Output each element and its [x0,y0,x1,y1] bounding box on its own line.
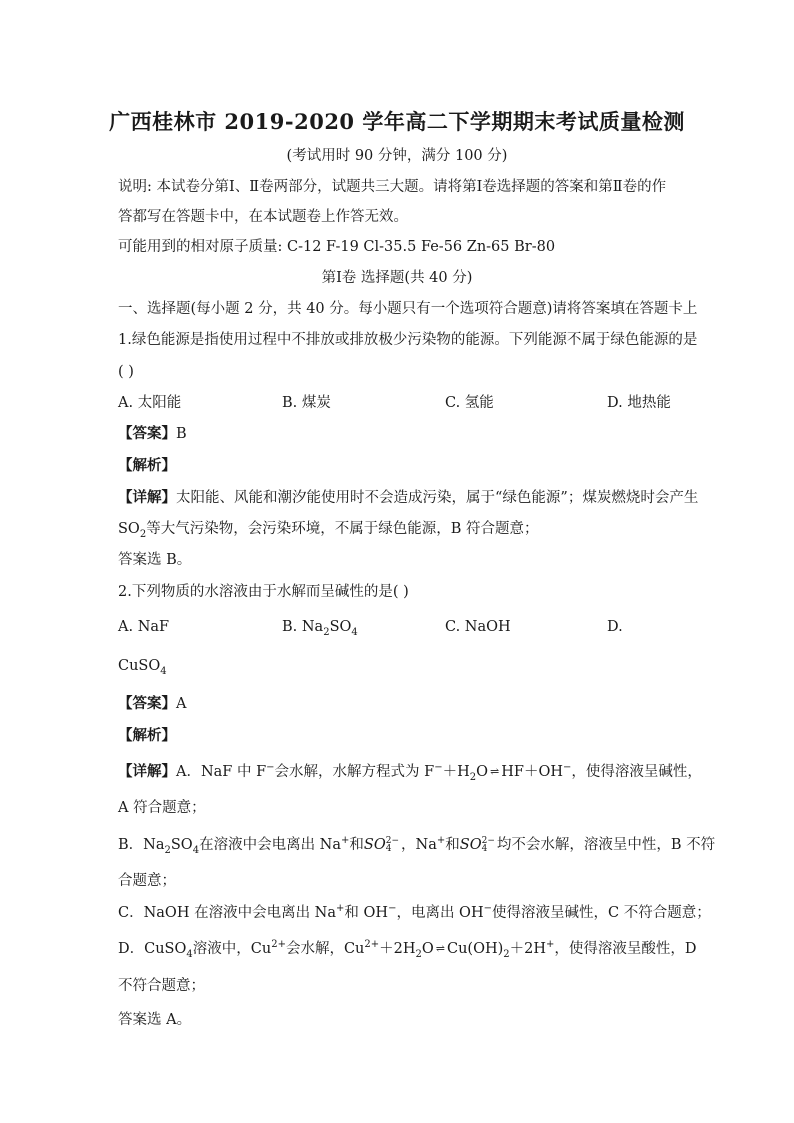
q2-option-a: A. NaF [118,619,170,635]
subscript: 2 [503,948,510,960]
q1-option-a: A. 太阳能 [118,395,182,411]
subscript: 2 [164,844,171,856]
q2-detail-b-line-1 [118,835,716,856]
superscript: − [266,762,275,774]
detail-text: Cu(OH) [447,941,504,957]
ion-charge-stack [482,837,495,853]
detail-text: 会水解，Cu [285,941,365,957]
q2-option-c: C. NaOH [445,619,511,635]
superscript: 2+ [271,939,286,951]
q1-option-c: C. 氢能 [445,395,494,411]
detail-text: A．NaF 中 F [176,764,267,780]
q2-answer [118,694,678,714]
q1-detail-line-2 [118,519,678,539]
superscript: + [436,835,446,847]
subscript: 4 [351,626,358,638]
q1-stem: 1.绿色能源是指使用过程中不排放或排放极少污染物的能源。下列能源不属于绿色能源的是 [118,332,698,348]
atomic-masses: 可能用到的相对原子质量: C-12 F-19 Cl-35.5 Fe-56 Zn-65 Br-80 [118,239,556,255]
superscript: 2− [481,836,495,846]
superscript: − [434,762,443,774]
q1-analysis-label: 【解析】 [118,457,176,474]
q1-detail-line-1 [118,488,699,508]
detail-text: 使得溶液呈碱性，C 不符合题意； [492,905,711,921]
detail-text: ，电离出 OH [396,905,484,921]
q1-stem-bracket: ( ) [118,364,134,380]
q2-detail-d-line-1 [118,939,697,960]
subscript: 4 [186,948,193,960]
superscript: − [483,903,492,915]
subscript: 4 [481,844,488,854]
q2-analysis-label: 【解析】 [118,727,176,744]
detail-label: 【详解】 [118,763,176,780]
superscript: − [563,762,572,774]
q1-conclusion: 答案选 B。 [118,552,192,568]
superscript: 2+ [364,939,380,951]
exam-duration-note: (考试用时 90 分钟，满分 100 分) [286,148,508,164]
sulfate-ion: SO [459,837,482,853]
instructions-line-1: 说明: 本试卷分第Ⅰ、Ⅱ卷两部分，试题共三大题。请将第Ⅰ卷选择题的答案和第Ⅱ卷的作 [118,179,667,195]
superscript: + [336,903,345,915]
detail-text: 和 [349,837,364,853]
detail-text: C．NaOH 在溶液中会电离出 Na [118,905,337,921]
detail-text: ＋2H [509,941,547,957]
detail-text: HF＋OH [501,764,563,780]
equilibrium-arrow-icon: ⇌ [490,765,500,778]
q2-conclusion: 答案选 A。 [118,1012,192,1028]
detail-text: O [476,764,489,780]
q2-detail-b-line-2: 合题意； [118,873,176,889]
subscript: 4 [192,844,200,856]
detail-text: 等大气污染物，会污染环境，不属于绿色能源，B 符合题意； [146,521,539,537]
option-text: B. Na [282,619,324,635]
detail-text: ＋2H [379,941,416,957]
q2-option-b [282,617,358,637]
detail-text: O [421,941,434,957]
detail-text: ＋H [442,764,470,780]
detail-label: 【详解】 [118,489,176,506]
answer-label: 【答案】 [118,425,176,442]
instructions-line-2: 答都写在答题卡中，在本试题卷上作答无效。 [118,209,408,225]
q2-detail-d-line-2: 不符合题意； [118,978,205,994]
formula-so: SO [118,521,140,537]
detail-text: 太阳能、风能和潮汐能使用时不会造成污染，属于“绿色能源”；煤炭燃烧时会产生 [176,490,699,506]
superscript: + [341,835,350,847]
detail-text: SO [170,837,193,853]
answer-value: B [176,426,187,442]
superscript: − [388,903,397,915]
q1-option-d: D. 地热能 [607,395,671,411]
answer-value: A [176,696,187,712]
q2-stem: 2.下列物质的水溶液由于水解而呈碱性的是( ) [118,584,409,600]
q2-detail-a-line-2: A 符合题意； [118,800,206,816]
equilibrium-arrow-icon: ⇌ [435,942,445,955]
detail-text: 均不会水解，溶液呈中性，B 不符 [496,837,716,853]
detail-text: ，使得溶液呈碱性， [571,764,702,780]
section-heading: 第Ⅰ卷 选择题(共 40 分) [321,270,473,286]
subscript: 2 [415,948,422,960]
q2-detail-a-line-1 [118,762,702,783]
option-text: CuSO [118,658,161,674]
detail-text: ，使得溶液呈酸性，D [554,941,697,957]
detail-text: 溶液中，Cu [192,941,272,957]
detail-text: ，Na [401,837,437,853]
q2-option-d-value [118,656,678,676]
q2-detail-c-line [118,903,711,923]
option-text: SO [329,619,352,635]
page-title: 广西桂林市 2019-2020 学年高二下学期期末考试质量检测 [109,109,685,134]
subscript: 2 [469,771,477,783]
subscript: 4 [160,665,167,677]
detail-text: 会水解，水解方程式为 F [274,764,435,780]
detail-text: 和 OH [344,905,389,921]
ion-charge-stack [386,837,399,853]
answer-label: 【答案】 [118,695,176,712]
subscript: 2 [323,626,330,638]
subscript: 4 [385,844,392,854]
q1-answer [118,424,678,444]
q1-option-b: B. 煤炭 [282,395,331,411]
subscript: 2 [139,528,147,540]
section-intro: 一、选择题(每小题 2 分，共 40 分。每小题只有一个选项符合题意)请将答案填在答题卡上 [118,301,698,317]
detail-text: B．Na [118,837,165,853]
detail-text: 和 [445,837,460,853]
superscript: 2− [385,836,400,846]
q2-option-d: D. [607,619,623,635]
sulfate-ion: SO [363,837,386,853]
detail-text: D．CuSO [118,941,187,957]
detail-text: 在溶液中会电离出 Na [199,837,342,853]
superscript: + [546,939,555,951]
